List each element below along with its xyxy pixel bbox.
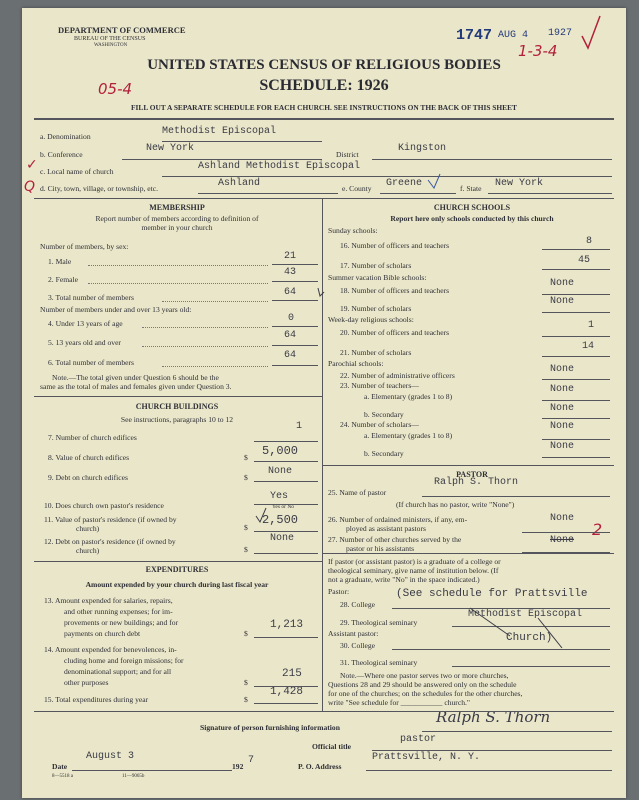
county-tick bbox=[428, 174, 440, 188]
pastor-note-1: Note.—Where one pastor serves two or more churches, bbox=[340, 671, 509, 680]
q24a-label: a. Elementary (grades 1 to 8) bbox=[364, 431, 453, 440]
county-label: e. County bbox=[342, 184, 372, 193]
date-year-label: 192 bbox=[232, 762, 244, 771]
schools-sub: Report here only schools conducted by this church bbox=[390, 214, 554, 223]
date-value: August 3 bbox=[86, 751, 135, 762]
state-value: New York bbox=[495, 178, 544, 189]
q20-label: 20. Number of officers and teachers bbox=[340, 328, 450, 337]
summer-schools-label: Summer vacation Bible schools: bbox=[328, 273, 427, 282]
graduate-line-2: theological seminary, give name of institution below. (If bbox=[328, 566, 499, 575]
signature-value: Ralph S. Thorn bbox=[436, 708, 551, 726]
q15-label: 15. Total expenditures during year bbox=[44, 695, 149, 704]
q12-value: None bbox=[270, 533, 295, 544]
yes-no-hint: Yes or No bbox=[272, 504, 295, 510]
q26-line-1: 26. Number of ordained ministers, if any, em- bbox=[328, 515, 468, 524]
q5-label: 5. 13 years old and over bbox=[48, 338, 121, 347]
membership-note-1: Note.—The total given under Question 6 should be the bbox=[52, 373, 219, 382]
q27-value: None bbox=[550, 535, 575, 546]
q27-line-2: pastor or his assistants bbox=[346, 544, 415, 553]
q28-label: 28. College bbox=[340, 600, 376, 609]
handwritten-strokes bbox=[22, 8, 626, 798]
membership-intro-2: member in your church bbox=[141, 223, 213, 232]
q24b-label: b. Secondary bbox=[364, 449, 404, 458]
check-mark-q: Q bbox=[24, 179, 36, 195]
q13-line-2: and other running expenses; for im- bbox=[64, 607, 173, 616]
church-name-label: c. Local name of church bbox=[40, 167, 114, 176]
q20-value: 1 bbox=[588, 320, 595, 331]
q23a-value: None bbox=[550, 384, 575, 395]
city-town-label: d. City, town, village, or township, etc. bbox=[40, 184, 159, 193]
district-value: Kingston bbox=[398, 143, 447, 154]
pastor-note-3: for one of the churches; on the schedules for the other churches, bbox=[328, 689, 523, 698]
q13-value: 1,213 bbox=[270, 619, 304, 631]
members-by-sex-label: Number of members, by sex: bbox=[40, 242, 129, 251]
q25-label: 25. Name of pastor bbox=[328, 488, 387, 497]
stamp-year: 1927 bbox=[548, 28, 573, 39]
county-value: Greene bbox=[386, 178, 423, 189]
q29-value: Methodist Episcopal bbox=[468, 609, 583, 620]
q23-label: 23. Number of teachers— bbox=[340, 381, 419, 390]
q24a-value: None bbox=[550, 421, 575, 432]
handwritten-code: 1-3-4 bbox=[518, 42, 558, 60]
date-year-digit: 7 bbox=[248, 755, 255, 766]
weekday-schools-label: Week-day religious schools: bbox=[328, 315, 414, 324]
q14-value: 215 bbox=[282, 668, 302, 680]
po-address-value: Prattsville, N. Y. bbox=[372, 752, 481, 763]
q30-label: 30. College bbox=[340, 641, 376, 650]
conference-label: b. Conference bbox=[40, 150, 83, 159]
q22-label: 22. Number of administrative officers bbox=[340, 371, 455, 380]
q10-label: 10. Does church own pastor's residence bbox=[44, 501, 164, 510]
q26-value: None bbox=[550, 513, 575, 524]
q14-line-1: 14. Amount expended for benevolences, in- bbox=[44, 645, 177, 654]
q26-line-2: ployed as assistant pastors bbox=[346, 524, 426, 533]
assistant-pastor-label: Assistant pastor: bbox=[328, 629, 379, 638]
signature-label: Signature of person furnishing information bbox=[200, 723, 340, 732]
q18-label: 18. Number of officers and teachers bbox=[340, 286, 450, 295]
pastor-note-4: write "See schedule for ___________ church." bbox=[328, 698, 471, 707]
q8-dollar: $ bbox=[244, 453, 248, 462]
q28-value: (See schedule for Prattsville bbox=[396, 588, 588, 600]
pastor-note-2: Questions 28 and 29 should be answered only on the schedule bbox=[328, 680, 517, 689]
schools-heading: CHURCH SCHOOLS bbox=[433, 203, 511, 212]
q29-label: 29. Theological seminary bbox=[340, 618, 418, 627]
membership-intro-1: Report number of members according to definition of bbox=[95, 214, 259, 223]
handwritten-mark: 05-4 bbox=[98, 80, 133, 98]
graduate-line-1: If pastor (or assistant pastor) is a graduate of a college or bbox=[328, 557, 501, 566]
q3-value: 64 bbox=[284, 287, 297, 298]
form-instruction: FILL OUT A SEPARATE SCHEDULE FOR EACH CHURCH. SEE INSTRUCTIONS ON THE BACK OF THIS SHEET bbox=[131, 103, 517, 112]
q27-line-1: 27. Number of other churches served by the bbox=[328, 535, 462, 544]
q4-label: 4. Under 13 years of age bbox=[48, 319, 123, 328]
buildings-heading: CHURCH BUILDINGS bbox=[135, 402, 219, 411]
official-title-value: pastor bbox=[400, 734, 437, 745]
q11-label-2: church) bbox=[76, 524, 100, 533]
stamp-date: AUG 4 bbox=[498, 30, 529, 41]
q14-line-2: cluding home and foreign missions; for bbox=[64, 656, 184, 665]
pastor-heading: PASTOR bbox=[456, 470, 488, 479]
q8-value: 5,000 bbox=[262, 444, 299, 458]
q10-value: Yes bbox=[270, 491, 289, 502]
q21-label: 21. Number of scholars bbox=[340, 348, 412, 357]
department-label: DEPARTMENT OF COMMERCE bbox=[58, 25, 186, 35]
city-label: WASHINGTON bbox=[94, 43, 128, 48]
denomination-label: a. Denomination bbox=[40, 132, 91, 141]
bureau-label: BUREAU OF THE CENSUS bbox=[74, 36, 146, 42]
city-town-value: Ashland bbox=[218, 178, 261, 189]
q6-label: 6. Total number of members bbox=[48, 358, 135, 367]
q21-value: 14 bbox=[582, 341, 595, 352]
q12-label-2: church) bbox=[76, 546, 100, 555]
q11-value: 2,500 bbox=[262, 513, 299, 527]
membership-note-2: same as the total of males and females given under Question 3. bbox=[40, 382, 232, 391]
q13-line-1: 13. Amount expended for salaries, repairs, bbox=[44, 596, 173, 605]
q23a-label: a. Elementary (grades 1 to 8) bbox=[364, 392, 453, 401]
q17-label: 17. Number of scholars bbox=[340, 261, 412, 270]
official-title-label: Official title bbox=[312, 742, 352, 751]
stamp-number: 1747 bbox=[456, 27, 493, 44]
church-name-value: Ashland Methodist Episcopal bbox=[198, 161, 361, 172]
q12-label-1: 12. Debt on pastor's residence (if owned by bbox=[44, 537, 176, 546]
state-label: f. State bbox=[460, 184, 482, 193]
conference-value: New York bbox=[146, 143, 195, 154]
q19-label: 19. Number of scholars bbox=[340, 304, 412, 313]
q1-value: 21 bbox=[284, 251, 297, 262]
denomination-value: Methodist Episcopal bbox=[162, 126, 277, 137]
q15-dollar: $ bbox=[244, 695, 248, 704]
q1-label: 1. Male bbox=[48, 257, 72, 266]
q11-label-1: 11. Value of pastor's residence (if owned by bbox=[44, 515, 177, 524]
q25-note: (If church has no pastor, write "None") bbox=[396, 500, 515, 509]
q9-dollar: $ bbox=[244, 473, 248, 482]
q13-line-4: payments on church debt bbox=[64, 629, 141, 638]
q5-value: 64 bbox=[284, 330, 297, 341]
date-label: Date bbox=[52, 762, 68, 771]
check-mark: ✓ bbox=[26, 157, 38, 173]
q9-value: None bbox=[268, 466, 293, 477]
parochial-schools-label: Parochial schools: bbox=[328, 359, 384, 368]
q19-value: None bbox=[550, 296, 575, 307]
q23b-label: b. Secondary bbox=[364, 410, 404, 419]
q3-tick bbox=[318, 288, 324, 296]
q7-value: 1 bbox=[296, 421, 303, 432]
q14-dollar: $ bbox=[244, 678, 248, 687]
q31-label: 31. Theological seminary bbox=[340, 658, 418, 667]
q14-line-4: other purposes bbox=[64, 678, 109, 687]
q6-value: 64 bbox=[284, 350, 297, 361]
q24-label: 24. Number of scholars— bbox=[340, 420, 419, 429]
q24b-value: None bbox=[550, 441, 575, 452]
print-code-1: 8—5518 a bbox=[52, 774, 73, 779]
sunday-schools-label: Sunday schools: bbox=[328, 226, 378, 235]
q13-dollar: $ bbox=[244, 629, 248, 638]
po-address-label: P. O. Address bbox=[298, 762, 342, 771]
q7-label: 7. Number of church edifices bbox=[48, 433, 137, 442]
q4-value: 0 bbox=[288, 313, 295, 324]
age-heading: Number of members under and over 13 years old: bbox=[40, 305, 192, 314]
membership-heading: MEMBERSHIP bbox=[149, 203, 205, 212]
census-schedule-paper bbox=[22, 8, 626, 798]
cross-stroke-2 bbox=[538, 618, 562, 648]
q11-dollar: $ bbox=[244, 523, 248, 532]
q14-line-3: denominational support; and for all bbox=[64, 667, 172, 676]
q15-value: 1,428 bbox=[270, 686, 304, 698]
q25-value: Ralph S. Thorn bbox=[434, 477, 519, 488]
q3-label: 3. Total number of members bbox=[48, 293, 135, 302]
expenditures-heading: EXPENDITURES bbox=[145, 565, 209, 574]
q9-label: 9. Debt on church edifices bbox=[48, 473, 128, 482]
cross-stroke-1 bbox=[470, 608, 510, 636]
pastor-sublabel: Pastor: bbox=[328, 587, 350, 596]
q30-value: Church) bbox=[506, 632, 553, 644]
q17-value: 45 bbox=[578, 255, 591, 266]
q16-label: 16. Number of officers and teachers bbox=[340, 241, 450, 250]
form-title: UNITED STATES CENSUS OF RELIGIOUS BODIES bbox=[147, 57, 501, 73]
q2-value: 43 bbox=[284, 267, 297, 278]
q2-label: 2. Female bbox=[48, 275, 78, 284]
q8-label: 8. Value of church edifices bbox=[48, 453, 130, 462]
q23b-value: None bbox=[550, 403, 575, 414]
q18-value: None bbox=[550, 278, 575, 289]
buildings-sub: See instructions, paragraphs 10 to 12 bbox=[120, 415, 234, 424]
q22-value: None bbox=[550, 364, 575, 375]
q16-value: 8 bbox=[586, 236, 593, 247]
q27-handwritten: 2 bbox=[592, 520, 603, 539]
district-label: District bbox=[336, 150, 359, 159]
q11-tick bbox=[256, 508, 266, 522]
form-subtitle: SCHEDULE: 1926 bbox=[259, 77, 389, 94]
q12-dollar: $ bbox=[244, 545, 248, 554]
print-code-2: 11—9065b bbox=[122, 774, 145, 779]
q13-line-3: provements or new buildings; and for bbox=[64, 618, 179, 627]
graduate-line-3: not a graduate, write "No" in the space indicated.) bbox=[328, 575, 480, 584]
expenditures-sub: Amount expended by your church during last fiscal year bbox=[85, 580, 269, 589]
check-stroke-top bbox=[582, 16, 600, 48]
